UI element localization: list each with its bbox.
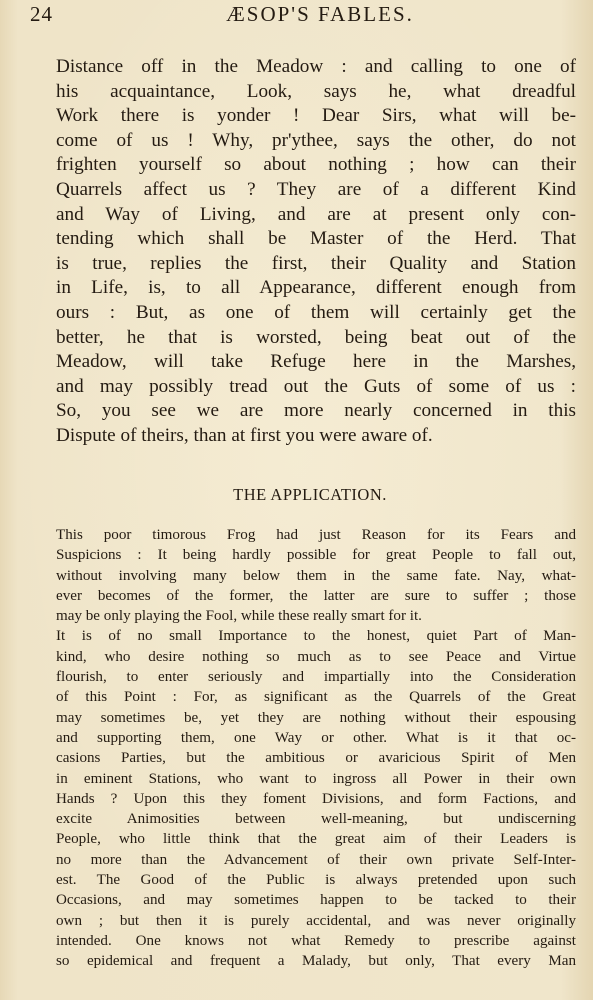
fable-line: Meadow, will take Refuge here in the Marshes,	[56, 351, 576, 373]
application-line: Hands ? Upon this they foment Divisions, and form Factions, and	[56, 790, 576, 807]
application-heading: THE APPLICATION.	[233, 485, 387, 504]
application-line: and supporting them, one Way or other. What is it that oc-	[56, 729, 576, 746]
fable-line: is true, replies the first, their Quality and Station	[56, 252, 576, 274]
application-line: may be only playing the Fool, while these really smart for it.	[56, 608, 422, 625]
fable-line: and Way of Living, and are at present only con-	[56, 203, 576, 225]
application-line: casions Parties, but the ambitious or avaricious Spirit of Men	[56, 750, 576, 767]
fable-line: better, he that is worsted, being beat out of the	[56, 326, 576, 348]
application-line: may sometimes be, yet they are nothing without their espousing	[56, 709, 576, 726]
application-line: intended. One knows not what Remedy to prescribe against	[56, 932, 576, 949]
fable-line: Distance off in the Meadow : and calling to one of	[56, 56, 576, 77]
fable-line: frighten yourself so about nothing ; how can their	[56, 154, 576, 176]
application-line: in eminent Stations, who want to ingross all Power in their own	[56, 770, 576, 787]
fable-line: tending which shall be Master of the Herd. That	[56, 228, 576, 250]
application-line: It is of no small Importance to the honest, quiet Part of Man-	[56, 628, 576, 645]
fable-body	[56, 55, 576, 449]
fable-line: come of us ! Why, pr'ythee, says the other, do not	[56, 129, 576, 151]
fable-line: ours : But, as one of them will certainly get the	[56, 301, 576, 323]
application-line: Occasions, and may sometimes happen to be tacked to their	[56, 892, 576, 909]
fable-line: Quarrels affect us ? They are of a different Kind	[56, 178, 576, 200]
running-head: ÆSOP'S FABLES.	[226, 2, 414, 26]
application-line: kind, who desire nothing so much as to see Peace and Virtue	[56, 648, 576, 665]
page-header	[30, 2, 578, 32]
application-line: This poor timorous Frog had just Reason for its Fears and	[56, 527, 576, 543]
page-number: 24	[30, 2, 53, 26]
application-line: no more than the Advancement of their own private Self-Inter-	[56, 851, 576, 868]
fable-line: Work there is yonder ! Dear Sirs, what will be-	[56, 105, 576, 127]
application-line: People, who little think that the great aim of their Leaders is	[56, 831, 576, 848]
fable-line: and may possibly tread out the Guts of some of us :	[56, 375, 576, 397]
application-line: Suspicions : It being hardly possible for great People to fall out,	[56, 547, 576, 564]
fable-line: Dispute of theirs, than at first you were aware of.	[56, 424, 433, 446]
application-line: excite Animosities between well-meaning, but undiscerning	[56, 811, 576, 828]
application-line: est. The Good of the Public is always pretended upon such	[56, 872, 576, 889]
fable-line: So, you see we are more nearly concerned in this	[56, 400, 576, 422]
application-line: so epidemical and frequent a Malady, but only, That every Man	[56, 953, 576, 970]
application-line: without involving many below them in the same fate. Nay, what-	[56, 567, 576, 584]
application-line: own ; but then it is purely accidental, and was never originally	[56, 912, 576, 929]
application-line: ever becomes of the former, the latter are sure to suffer ; those	[56, 587, 576, 604]
fable-line: his acquaintance, Look, says he, what dreadful	[56, 80, 576, 102]
fable-line: in Life, is, to all Appearance, different enough from	[56, 277, 576, 299]
application-line: flourish, to enter seriously and impartially into the Consideration	[56, 669, 576, 686]
application-line: of this Point : For, as significant as the Quarrels of the Great	[56, 689, 576, 706]
application-body	[56, 525, 576, 972]
